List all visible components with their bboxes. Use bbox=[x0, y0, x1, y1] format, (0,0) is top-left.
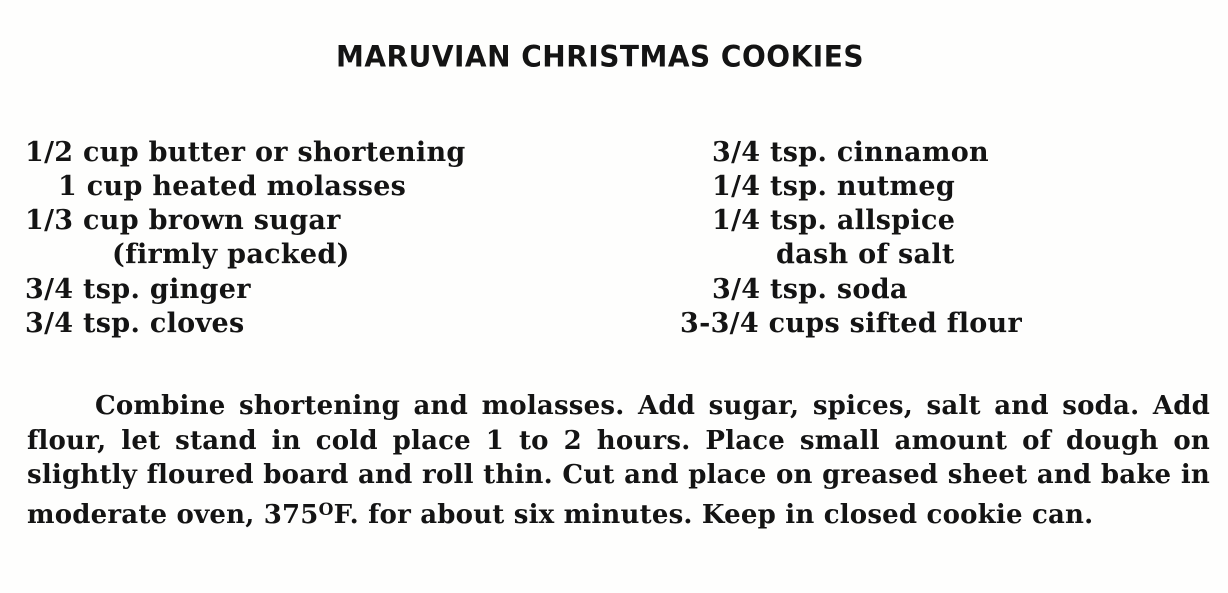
ingredient-cloves: 3/4 tsp. cloves bbox=[25, 308, 245, 339]
directions-text-end: F. for about six minutes. Keep in closed cookie can. bbox=[333, 499, 1094, 530]
ingredient-ginger: 3/4 tsp. ginger bbox=[25, 274, 251, 305]
ingredient-butter: 1/2 cup butter or shortening bbox=[25, 137, 466, 168]
ingredient-brown-sugar: 1/3 cup brown sugar bbox=[25, 205, 341, 236]
ingredient-nutmeg: 1/4 tsp. nutmeg bbox=[712, 171, 956, 202]
ingredient-molasses: 1 cup heated molasses bbox=[58, 171, 407, 202]
ingredient-soda: 3/4 tsp. soda bbox=[712, 274, 908, 305]
recipe-directions bbox=[27, 389, 1210, 532]
recipe-title: MARUVIAN CHRISTMAS COOKIES bbox=[335, 39, 864, 74]
ingredient-brown-sugar-note: (firmly packed) bbox=[112, 239, 350, 270]
ingredient-cinnamon: 3/4 tsp. cinnamon bbox=[712, 137, 989, 168]
ingredient-flour: 3-3/4 cups sifted flour bbox=[680, 308, 1023, 339]
directions-text-main: Combine shortening and molasses. Add sugar, spices, salt and soda. Add flour, let stand in cold place 1 to 2 hours. Place small amount of dough on slightly floured board and roll thin. Cut and place on greased sheet and bake in moderate oven, 375 bbox=[27, 391, 1210, 530]
degree-mark: O bbox=[318, 499, 334, 520]
ingredient-salt: dash of salt bbox=[776, 239, 955, 270]
ingredient-allspice: 1/4 tsp. allspice bbox=[712, 205, 956, 236]
